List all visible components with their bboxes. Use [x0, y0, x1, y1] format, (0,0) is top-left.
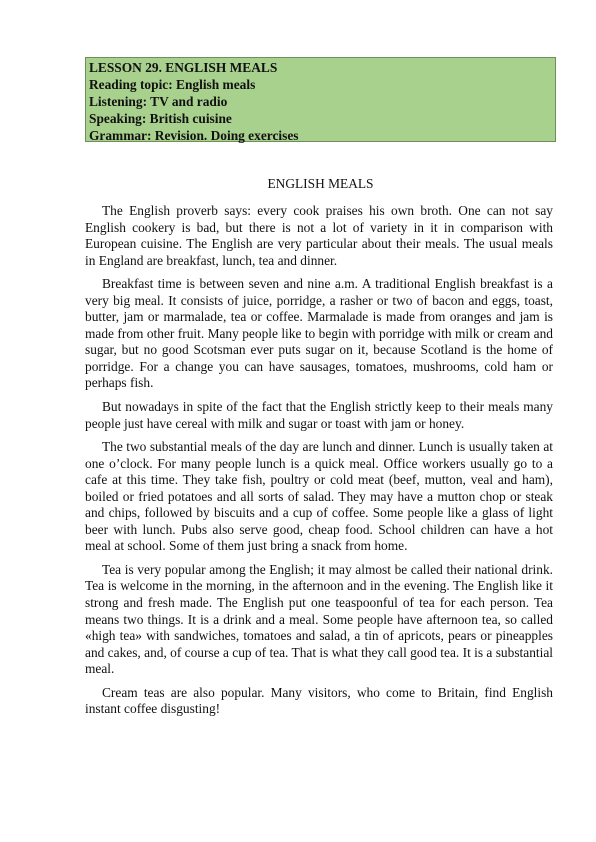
- listening-topic: Listening: TV and radio: [89, 94, 228, 109]
- speaking-topic: Speaking: British cuisine: [89, 111, 232, 126]
- lesson-title: LESSON 29. ENGLISH MEALS: [89, 60, 278, 75]
- grammar-topic: Grammar: Revision. Doing exercises: [89, 128, 299, 143]
- paragraph-lunch-dinner: The two substantial meals of the day are lunch and dinner. Lunch is usually taken at one o’clock. For many people lunch is a quick meal. Office workers usually go to a cafe at this time. They take fish, poultry or cold meat (beef, mutton, veal and ham), boiled or fried potatoes and all sorts of salad. They may have a mutton chop or steak and chips, followed by biscuits and a cup of coffee. Some people like a glass of light beer with lunch. Pubs also serve good, cheap food. School children can have a hot meal at school. Some of them just bring a snack from home.: [85, 439, 553, 554]
- paragraph-proverb: The English proverb says: every cook praises his own broth. One can not say English cookery is bad, but there is not a lot of variety in it in comparison with European cuisine. The English are very particular about their meals. The usual meals in England are breakfast, lunch, tea and dinner.: [85, 203, 553, 268]
- paragraph-breakfast: Breakfast time is between seven and nine a.m. A traditional English breakfast is a very big meal. It consists of juice, porridge, a rasher or two of bacon and eggs, toast, butter, jam or marmalade, tea or coffee. Marmalade is made from oranges and jam is made from other fruit. Many people like to begin with porridge with milk or cream and sugar, but no good Scotsman ever puts sugar on it, because Scotland is the home of porridge. For a change you can have sausages, tomatoes, mushrooms, cold ham or perhaps fish.: [85, 276, 553, 391]
- paragraph-nowadays: But nowadays in spite of the fact that the English strictly keep to their meals many people just have cereal with milk and sugar or toast with jam or honey.: [85, 399, 553, 431]
- paragraph-tea: Tea is very popular among the English; it may almost be called their national drink. Tea is welcome in the morning, in the afternoon and in the evening. The English like it strong and fresh made. The English put one teaspoonful of tea for each person. Tea means two things. It is a drink and a meal. Some people have afternoon tea, so called «high tea» with sandwiches, tomatoes and salad, a tin of apricots, pears or pineapples and cakes, and, of course a cup of tea. That is what they call good tea. It is a substantial meal.: [85, 561, 553, 677]
- lesson-header-box: [85, 57, 556, 142]
- reading-topic: Reading topic: English meals: [89, 77, 256, 92]
- paragraph-cream-teas: Cream teas are also popular. Many visitors, who come to Britain, find English instant coffee disgusting!: [85, 684, 553, 717]
- article-title: ENGLISH MEALS: [267, 176, 374, 191]
- article-body: [85, 203, 553, 725]
